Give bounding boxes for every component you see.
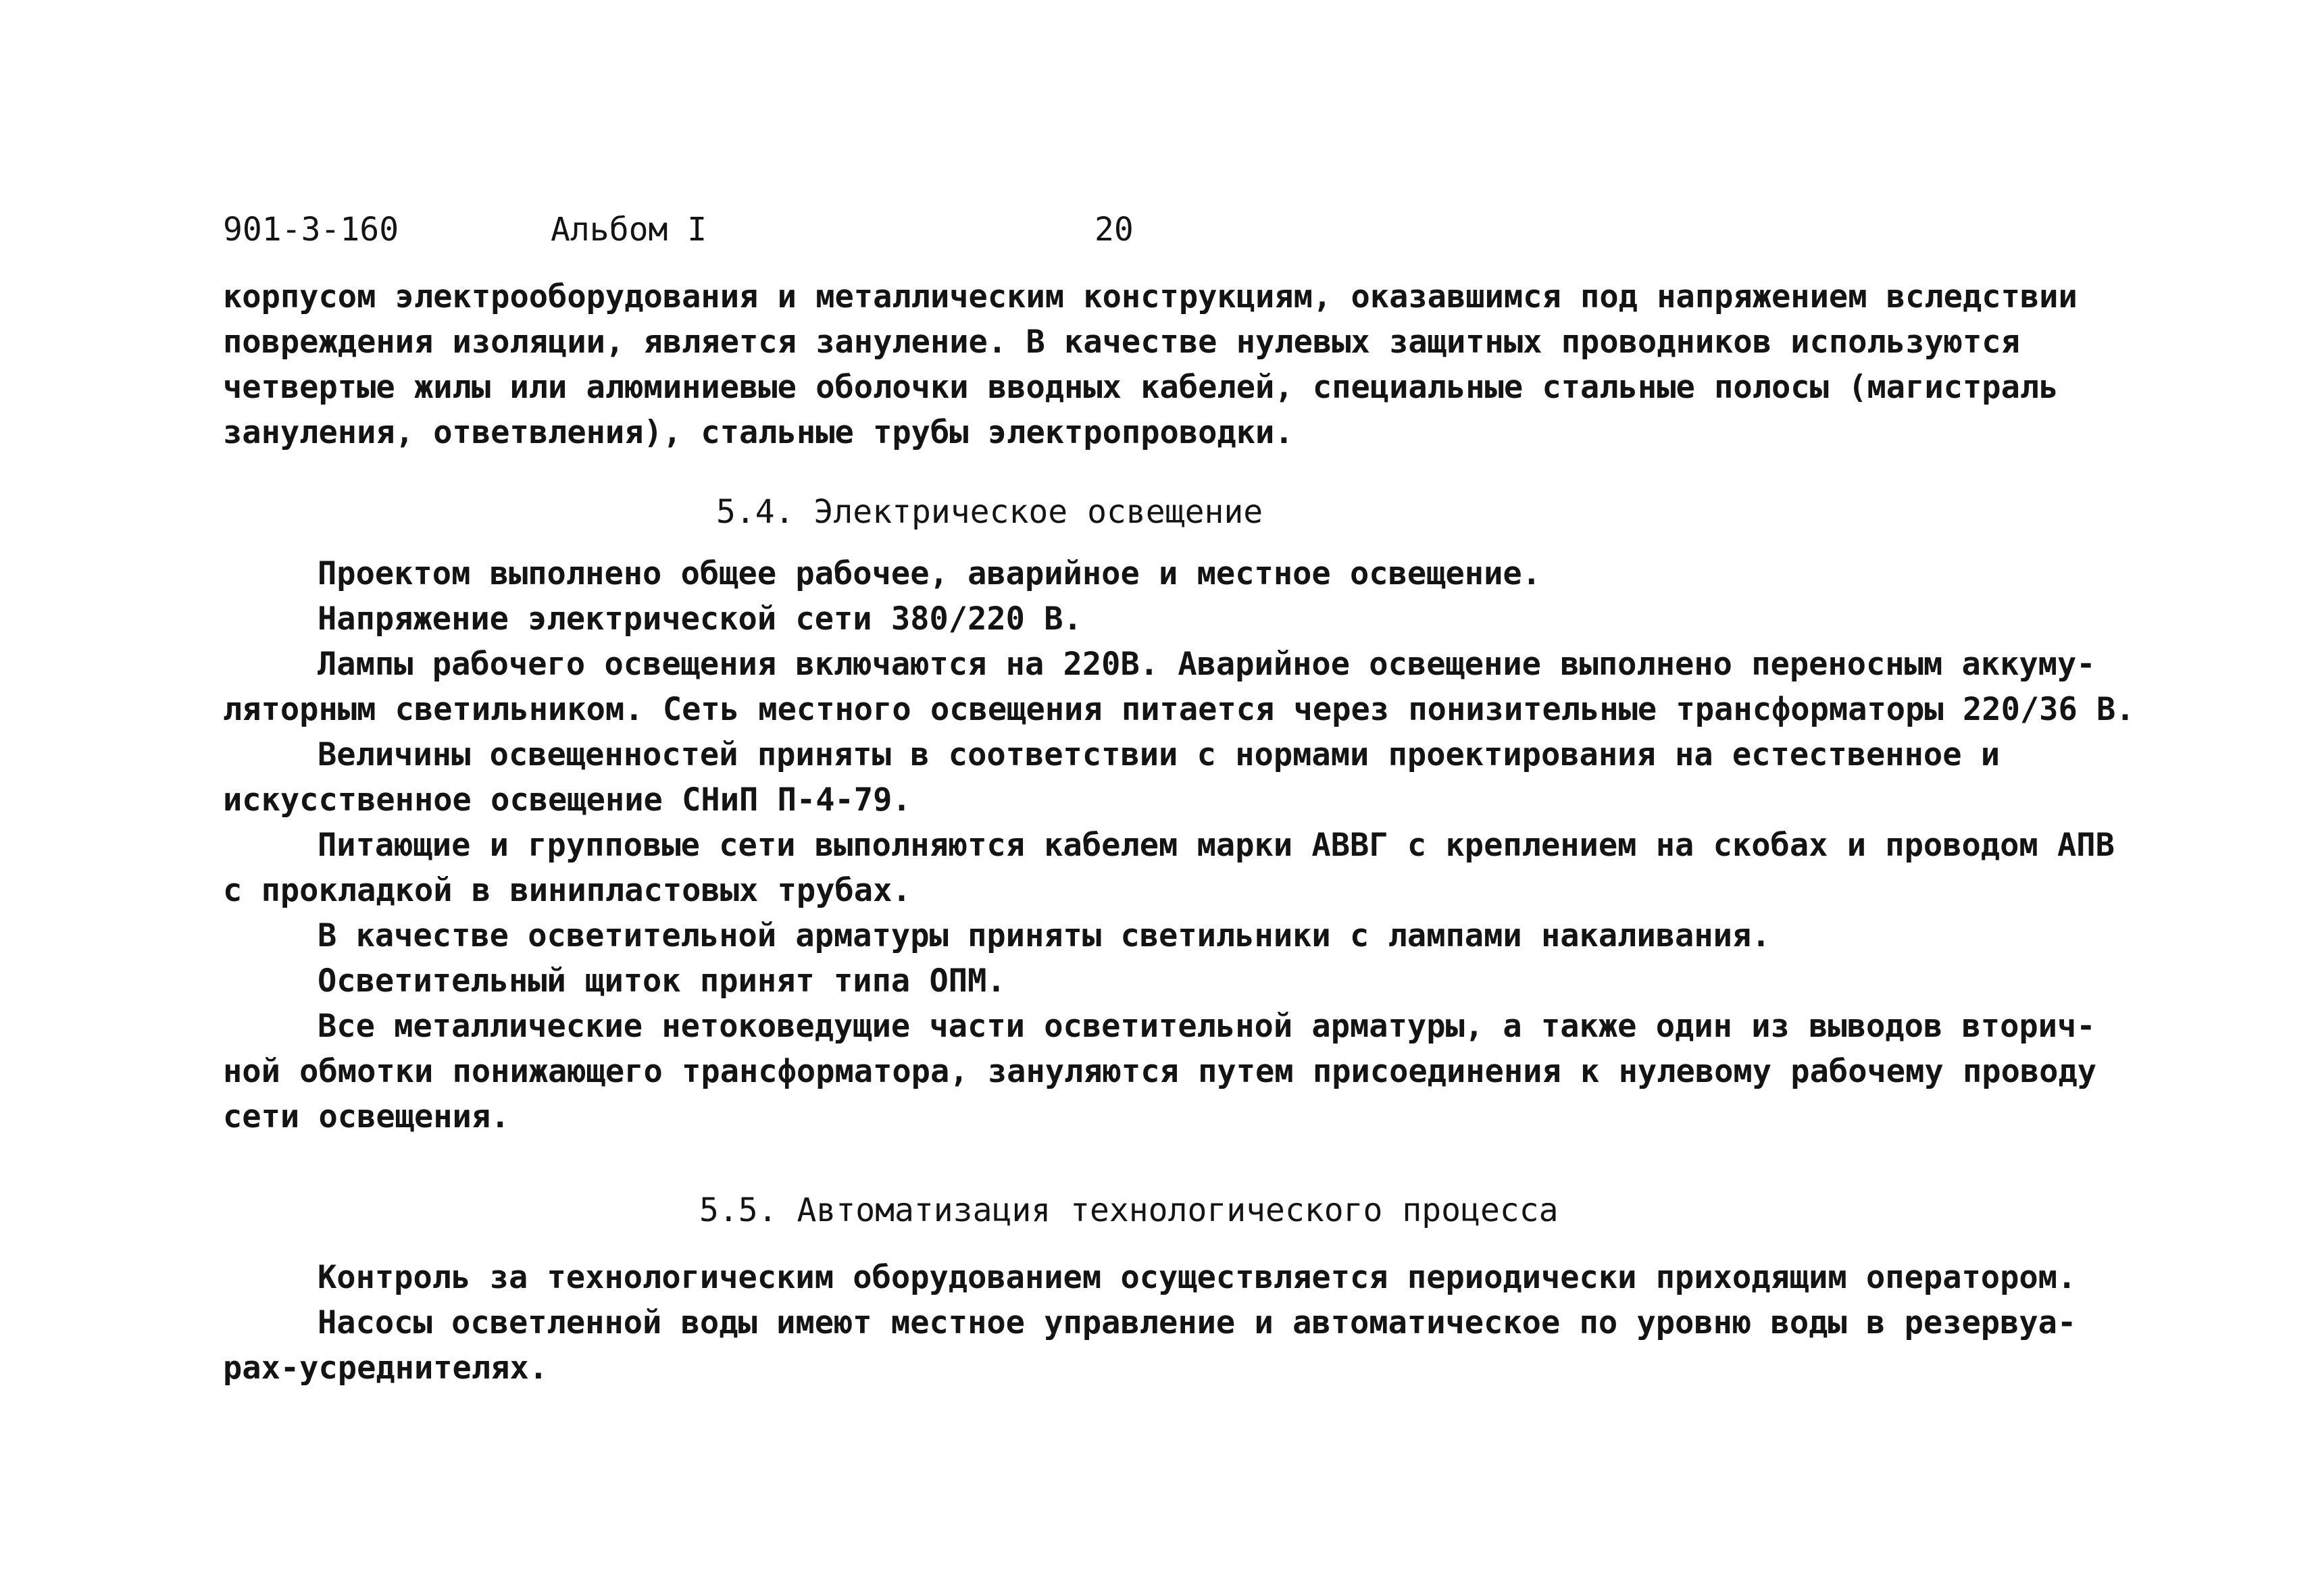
- section-5-4-line: искусственное освещение СНиП П-4-79.: [223, 781, 911, 819]
- section-5-4-line: ляторным светильником. Сеть местного освещения питается через понизительные трансформаторы 220/36 В.: [223, 691, 2135, 728]
- page-number: 20: [1095, 211, 1134, 249]
- section-5-4-line: В качестве осветительной арматуры приняты светильники с лампами накаливания.: [318, 917, 1771, 954]
- intro-line: зануления, ответвления), стальные трубы электропроводки.: [223, 414, 1294, 451]
- document-code: 901-3-160: [223, 211, 399, 249]
- section-heading-5-5: 5.5. Автоматизация технологического процесса: [699, 1191, 1559, 1229]
- section-5-4-line: ной обмотки понижающего трансформатора, зануляются путем присоединения к нулевому рабочему проводу: [223, 1053, 2097, 1090]
- album-label: Альбом I: [551, 211, 707, 249]
- section-heading-5-4: 5.4. Электрическое освещение: [716, 493, 1263, 531]
- intro-line: четвертые жилы или алюминиевые оболочки вводных кабелей, специальные стальные полосы (магистраль: [223, 369, 2059, 406]
- section-5-4-line: Проектом выполнено общее рабочее, аварийное и местное освещение.: [318, 555, 1541, 592]
- section-5-5-line: Контроль за технологическим оборудованием осуществляется периодически приходящим оператором.: [318, 1259, 2077, 1296]
- page-header: [223, 206, 2182, 253]
- section-5-5-line: рах-усреднителях.: [223, 1349, 549, 1387]
- section-5-4-line: Все металлические нетоковедущие части осветительной арматуры, а также один из выводов вторич-: [318, 1008, 2096, 1045]
- section-5-4-line: Лампы рабочего освещения включаются на 220В. Аварийное освещение выполнено переносным аккуму-: [318, 646, 2096, 683]
- section-5-4-line: сети освещения.: [223, 1098, 510, 1135]
- intro-line: повреждения изоляции, является зануление. В качестве нулевых защитных проводников используются: [223, 324, 2020, 361]
- intro-line: корпусом электрооборудования и металлическим конструкциям, оказавшимся под напряжением вследствии: [223, 278, 2078, 315]
- section-5-4-line: Питающие и групповые сети выполняются кабелем марки АВВГ с креплением на скобах и проводом АПВ: [318, 827, 2115, 864]
- section-5-4-line: с прокладкой в винипластовых трубах.: [223, 872, 911, 909]
- section-5-4-line: Напряжение электрической сети 380/220 В.: [318, 600, 1082, 638]
- section-5-5-line: Насосы осветленной воды имеют местное управление и автоматическое по уровню воды в резервуа-: [318, 1304, 2077, 1341]
- section-5-4-line: Осветительный щиток принят типа ОПМ.: [318, 962, 1006, 1000]
- section-5-4-line: Величины освещенностей приняты в соответствии с нормами проектирования на естественное и: [318, 736, 2001, 773]
